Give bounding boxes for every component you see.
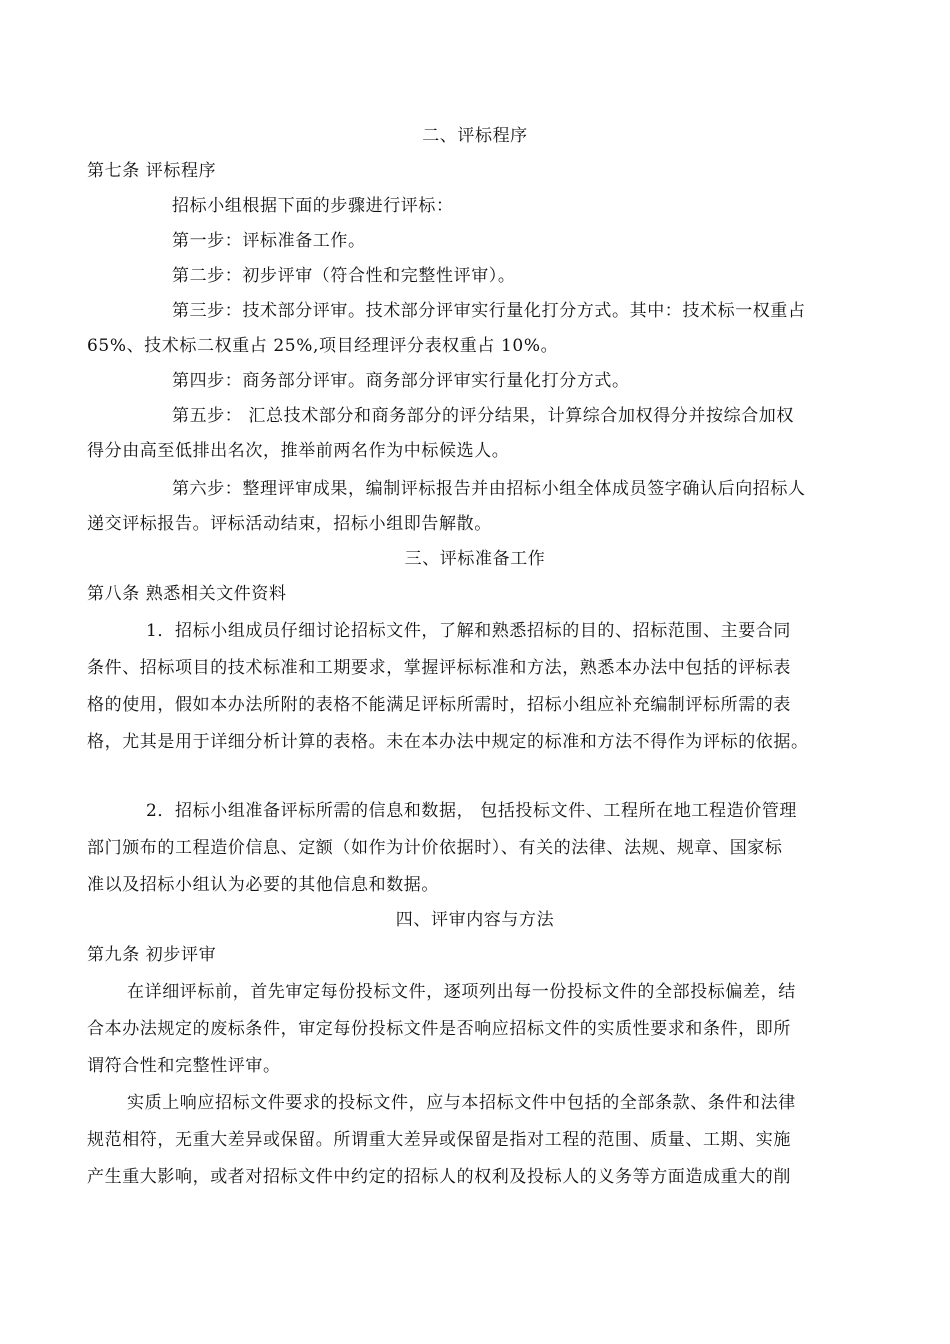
item-2-line-3: 准以及招标小组认为必要的其他信息和数据。 [87,875,439,895]
para-2-line-3: 产生重大影响，或者对招标文件中约定的招标人的权利及投标人的义务等方面造成重大的削 [87,1167,791,1187]
step-6-line-2: 递交评标报告。评标活动结束，招标小组即告解散。 [87,514,492,534]
step-6-line-1: 第六步：整理评审成果，编制评标报告并由招标小组全体成员签字确认后向招标人 [172,479,806,499]
para-2-line-2: 规范相符，无重大差异或保留。所谓重大差异或保留是指对工程的范围、质量、工期、实施 [87,1130,791,1150]
article-8-title: 第八条 熟悉相关文件资料 [87,584,287,604]
intro-line: 招标小组根据下面的步骤进行评标： [172,196,454,216]
step-4: 第四步：商务部分评审。商务部分评审实行量化打分方式。 [172,371,630,391]
step-5-line-2: 得分由高至低排出名次，推举前两名作为中标候选人。 [87,441,510,461]
step-2: 第二步：初步评审（符合性和完整性评审）。 [172,266,516,286]
item-2-line-1: 2．招标小组准备评标所需的信息和数据， 包括投标文件、工程所在地工程造价管理 [146,801,798,821]
para-1-line-2: 合本办法规定的废标条件，审定每份投标文件是否响应招标文件的实质性要求和条件，即所 [87,1019,791,1039]
section-heading-3: 三、评标准备工作 [404,549,546,569]
item-1-line-4: 格，尤其是用于详细分析计算的表格。未在本办法中规定的标准和方法不得作为评标的依据。 [87,732,809,752]
para-2-line-1: 实质上响应招标文件要求的投标文件，应与本招标文件中包括的全部条款、条件和法律 [127,1093,796,1113]
item-1-line-3: 格的使用，假如本办法所附的表格不能满足评标所需时，招标小组应补充编制评标所需的表 [87,695,791,715]
section-heading-2: 二、评标程序 [422,126,528,146]
para-1-line-3: 谓符合性和完整性评审。 [87,1056,281,1076]
item-2-line-2: 部门颁布的工程造价信息、定额（如作为计价依据时）、有关的法律、法规、规章、国家标 [87,838,783,858]
para-1-line-1: 在详细评标前，首先审定每份投标文件，逐项列出每一份投标文件的全部投标偏差，结 [127,982,796,1002]
step-5-line-1: 第五步： 汇总技术部分和商务部分的评分结果，计算综合加权得分并按综合加权 [172,406,795,426]
item-1-line-1: 1．招标小组成员仔细讨论招标文件，了解和熟悉招标的目的、招标范围、主要合同 [146,621,792,641]
step-3-line-2: 65%、技术标二权重占 25%,项目经理评分表权重占 10%。 [87,336,559,356]
section-heading-4: 四、评审内容与方法 [395,910,555,930]
article-7-title: 第七条 评标程序 [87,161,217,181]
item-1-line-2: 条件、招标项目的技术标准和工期要求，掌握评标标准和方法，熟悉本办法中包括的评标表 [87,658,791,678]
step-1: 第一步：评标准备工作。 [172,231,366,251]
step-3-line-1: 第三步：技术部分评审。技术部分评审实行量化打分方式。其中：技术标一权重占 [172,301,806,321]
article-9-title: 第九条 初步评审 [87,945,217,965]
